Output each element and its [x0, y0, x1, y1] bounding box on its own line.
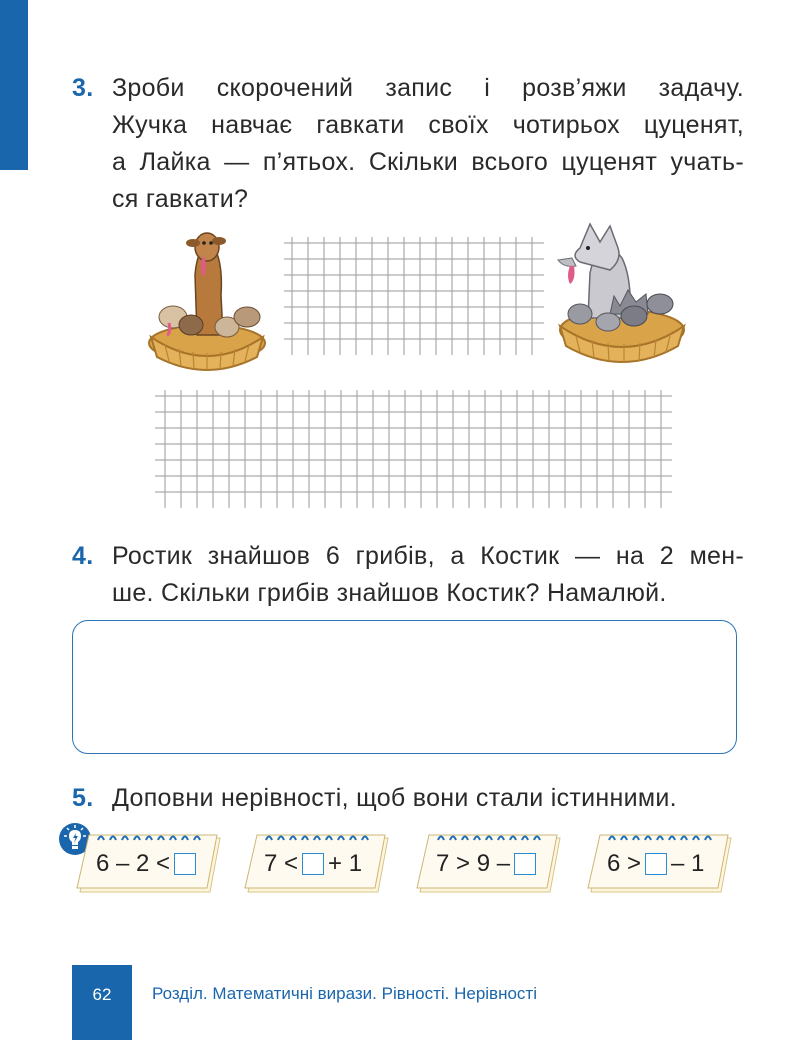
inequality-right: + 1: [328, 850, 363, 877]
task-4-number: 4.: [72, 542, 94, 570]
inequality-left: 6 >: [607, 850, 642, 877]
task-4-text: [112, 538, 744, 612]
answer-blank[interactable]: [174, 853, 196, 875]
answer-blank[interactable]: [514, 853, 536, 875]
page-number: 62: [92, 985, 112, 1004]
task-4: [72, 538, 744, 612]
task-5-line: Доповни нерівності, щоб вони стали істинними.: [112, 784, 677, 812]
task-3-line: Жучка навчає гавкати своїх чотирьох цуценят,: [112, 111, 744, 139]
side-tab-marker: [0, 0, 28, 170]
inequality-card: [242, 832, 392, 894]
inequality-expression: [264, 850, 362, 878]
inequality-card: [74, 832, 224, 894]
wolf-with-cubs-illustration: [550, 218, 690, 368]
inequality-left: 7 > 9 –: [436, 850, 511, 877]
dog-with-puppies-illustration: [145, 225, 285, 375]
drawing-answer-box[interactable]: [72, 620, 737, 754]
inequality-card: [585, 832, 735, 894]
inequality-card: [414, 832, 564, 894]
page-number-tab: [72, 965, 132, 1040]
task-5: [72, 780, 744, 817]
inequality-right: – 1: [671, 850, 705, 877]
answer-grid-short[interactable]: [284, 237, 544, 355]
task-3-number: 3.: [72, 74, 94, 102]
inequality-left: 7 <: [264, 850, 299, 877]
answer-blank[interactable]: [302, 853, 324, 875]
inequality-left: 6 – 2 <: [96, 850, 171, 877]
task-3-text: [112, 70, 744, 218]
inequality-expression: [436, 850, 540, 878]
section-title: Розділ. Математичні вирази. Рівності. Нерівності: [152, 984, 537, 1003]
task-3: [72, 70, 744, 218]
answer-blank[interactable]: [645, 853, 667, 875]
answer-grid-solution[interactable]: [155, 390, 672, 508]
task-3-line: Зроби скорочений запис і розв’яжи задачу.: [112, 74, 744, 102]
task-5-number: 5.: [72, 784, 94, 812]
task-3-line: а Лайка — п’ятьох. Скільки всього цуценят учать-: [112, 148, 744, 176]
task-3-line: ся гавкати?: [112, 185, 249, 213]
inequality-expression: [607, 850, 704, 878]
task-4-line: ше. Скільки грибів знайшов Костик? Намалюй.: [112, 579, 667, 607]
inequality-expression: [96, 850, 200, 878]
task-4-line: Ростик знайшов 6 грибів, а Костик — на 2 мен-: [112, 542, 744, 570]
task-5-text: [112, 780, 744, 817]
